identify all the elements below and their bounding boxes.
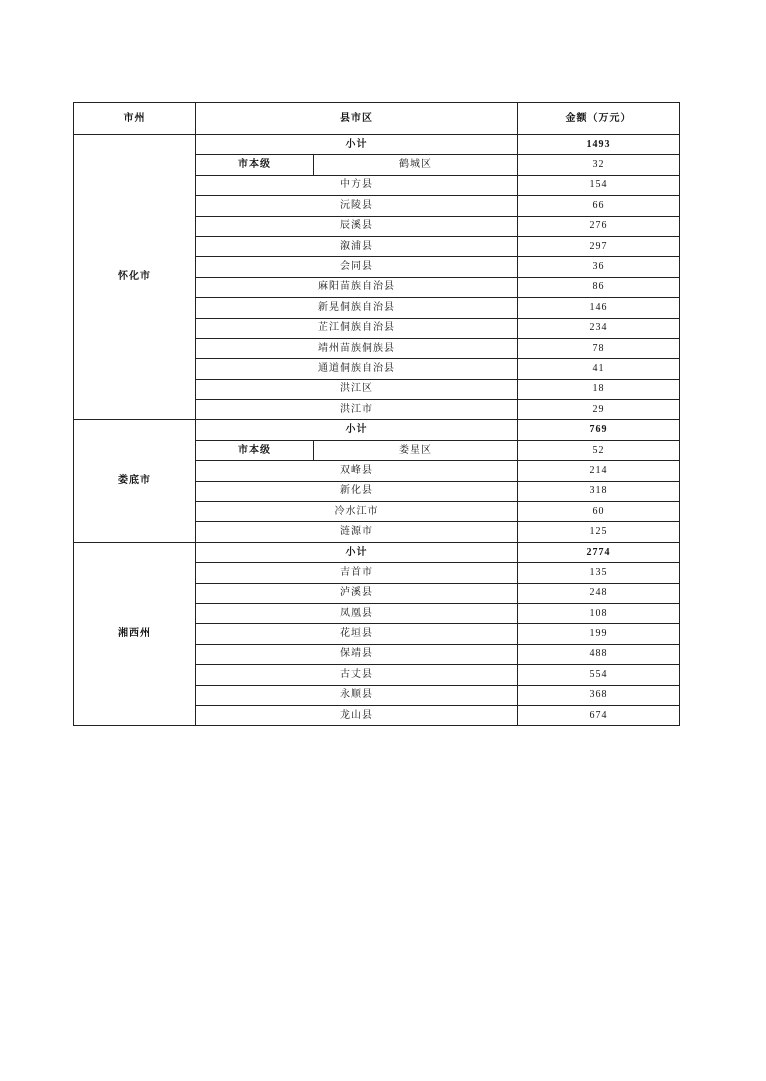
county-name: 中方县 [196, 175, 518, 195]
amount-cell: 29 [518, 400, 680, 420]
amount-cell: 78 [518, 338, 680, 358]
county-name: 永顺县 [196, 685, 518, 705]
county-name: 通道侗族自治县 [196, 359, 518, 379]
county-name: 凤凰县 [196, 603, 518, 623]
header-row [74, 103, 680, 135]
amount-cell: 41 [518, 359, 680, 379]
subtotal-amount: 1493 [518, 135, 680, 155]
amount-cell: 674 [518, 705, 680, 725]
county-name: 沅陵县 [196, 196, 518, 216]
county-name: 双峰县 [196, 461, 518, 481]
amount-cell: 554 [518, 665, 680, 685]
amount-cell: 125 [518, 522, 680, 542]
amount-cell: 86 [518, 277, 680, 297]
city-cell: 湘西州 [74, 542, 196, 726]
amount-cell: 276 [518, 216, 680, 236]
amount-cell: 135 [518, 563, 680, 583]
amount-cell: 234 [518, 318, 680, 338]
county-name: 芷江侗族自治县 [196, 318, 518, 338]
subtotal-amount: 2774 [518, 542, 680, 562]
subtotal-label: 小计 [196, 135, 518, 155]
header-amount: 金额（万元） [518, 103, 680, 135]
amount-cell: 368 [518, 685, 680, 705]
amount-cell: 32 [518, 155, 680, 175]
county-name: 龙山县 [196, 705, 518, 725]
amount-cell: 488 [518, 644, 680, 664]
county-name: 花垣县 [196, 624, 518, 644]
district-name: 鹤城区 [314, 155, 518, 175]
county-name: 古丈县 [196, 665, 518, 685]
amount-cell: 248 [518, 583, 680, 603]
amount-cell: 214 [518, 461, 680, 481]
amount-cell: 297 [518, 236, 680, 256]
county-name: 泸溪县 [196, 583, 518, 603]
table-body [74, 135, 680, 726]
city-level-label: 市本级 [196, 440, 314, 460]
subtotal-row [74, 420, 680, 440]
amount-cell: 52 [518, 440, 680, 460]
amount-cell: 108 [518, 603, 680, 623]
county-name: 吉首市 [196, 563, 518, 583]
header-county: 县市区 [196, 103, 518, 135]
county-name: 新化县 [196, 481, 518, 501]
city-cell: 怀化市 [74, 135, 196, 420]
city-cell: 娄底市 [74, 420, 196, 542]
amount-cell: 199 [518, 624, 680, 644]
county-name: 冷水江市 [196, 502, 518, 522]
county-name: 溆浦县 [196, 236, 518, 256]
district-name: 娄星区 [314, 440, 518, 460]
subtotal-row [74, 542, 680, 562]
county-name: 洪江区 [196, 379, 518, 399]
amount-cell: 318 [518, 481, 680, 501]
county-name: 涟源市 [196, 522, 518, 542]
county-name: 靖州苗族侗族县 [196, 338, 518, 358]
county-name: 辰溪县 [196, 216, 518, 236]
city-level-label: 市本级 [196, 155, 314, 175]
county-name: 新晃侗族自治县 [196, 298, 518, 318]
subtotal-label: 小计 [196, 420, 518, 440]
county-name: 保靖县 [196, 644, 518, 664]
county-name: 会同县 [196, 257, 518, 277]
amount-cell: 146 [518, 298, 680, 318]
header-city: 市州 [74, 103, 196, 135]
allocation-table [73, 102, 680, 726]
amount-cell: 154 [518, 175, 680, 195]
county-name: 麻阳苗族自治县 [196, 277, 518, 297]
subtotal-label: 小计 [196, 542, 518, 562]
amount-cell: 60 [518, 502, 680, 522]
subtotal-row [74, 135, 680, 155]
county-name: 洪江市 [196, 400, 518, 420]
amount-cell: 36 [518, 257, 680, 277]
table-header [74, 103, 680, 135]
amount-cell: 66 [518, 196, 680, 216]
subtotal-amount: 769 [518, 420, 680, 440]
amount-cell: 18 [518, 379, 680, 399]
